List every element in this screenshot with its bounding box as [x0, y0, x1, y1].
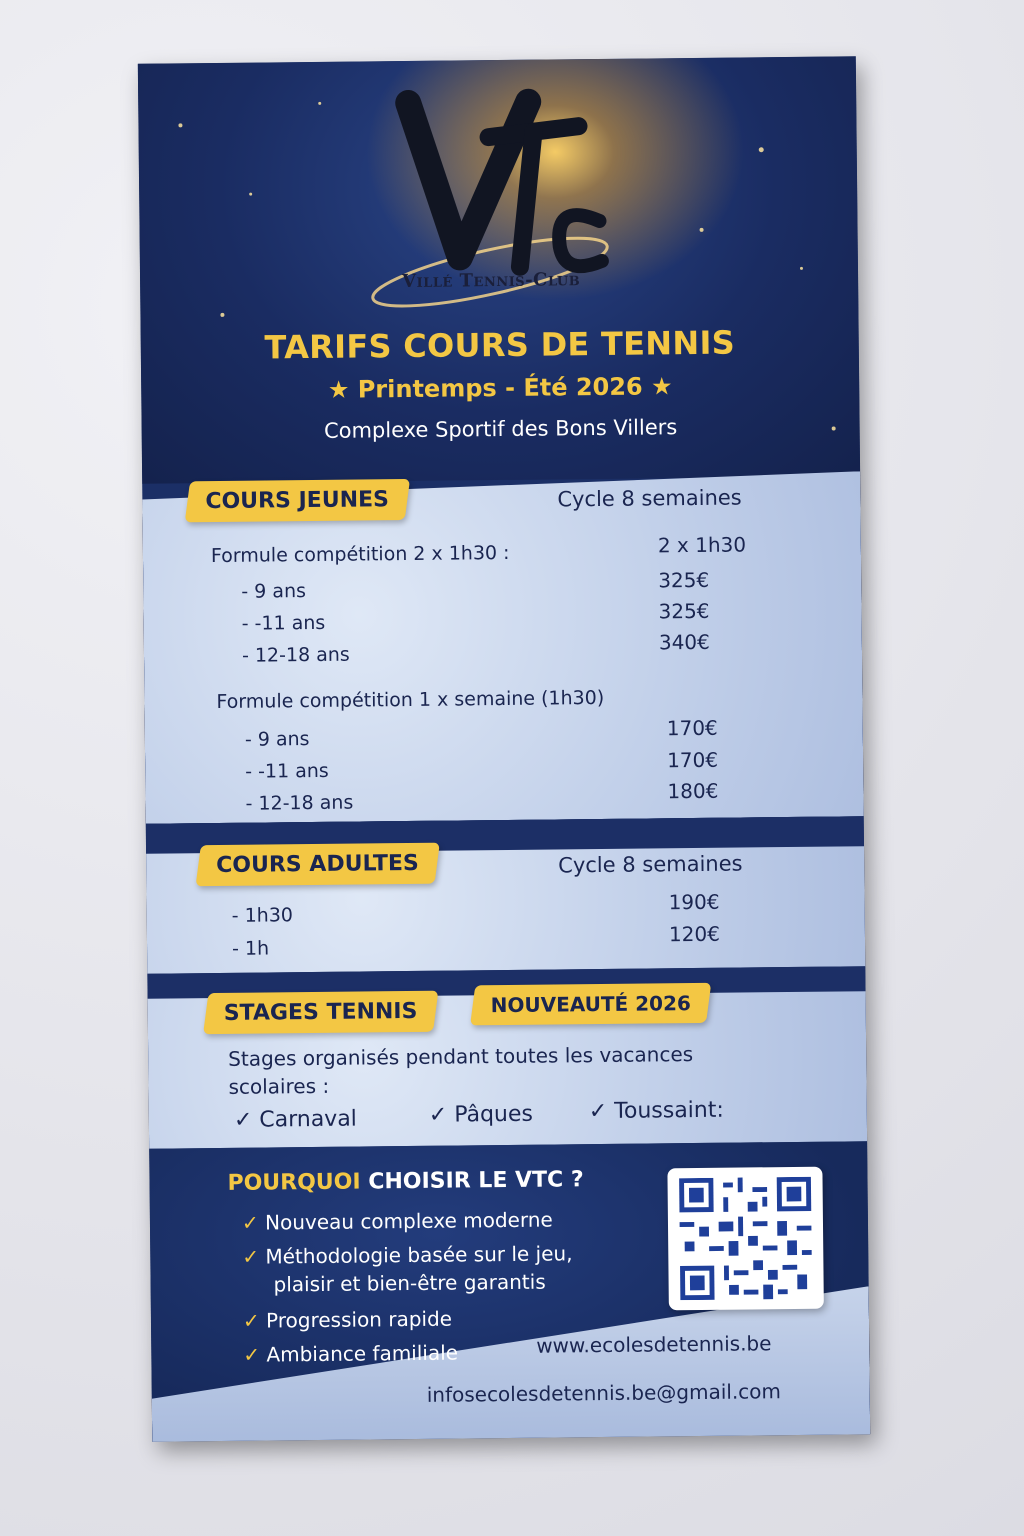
vtc-logo — [338, 81, 641, 344]
sparkle — [178, 123, 182, 127]
formule1-row-label: - 12-18 ans — [241, 643, 350, 667]
sparkle — [318, 102, 321, 105]
why-title — [227, 1167, 583, 1196]
adultes-row-price: 120€ — [668, 921, 720, 947]
formule2-row-price: 170€ — [666, 715, 718, 741]
why-title-gold: POURQUOI — [227, 1169, 361, 1196]
why-item — [243, 1307, 452, 1333]
why-item-continuation: plaisir et bien-être garantis — [273, 1269, 546, 1297]
formule1-label: Formule compétition 2 x 1h30 : — [210, 541, 510, 568]
jeunes-cycle: Cycle 8 semaines — [557, 485, 742, 512]
sparkle — [759, 147, 764, 152]
why-item — [243, 1341, 458, 1367]
formule2-label: Formule compétition 1 x semaine (1h30) — [216, 686, 605, 714]
cours-adultes-tag: COURS ADULTES — [196, 843, 440, 887]
qr-code-icon — [678, 1177, 814, 1300]
adultes-row-label: - 1h30 — [231, 904, 294, 927]
formule2-row-label: - -11 ans — [245, 759, 329, 783]
check-icon: ✓ — [233, 1107, 253, 1133]
stage-item — [429, 1102, 533, 1128]
adultes-cycle: Cycle 8 semaines — [558, 851, 743, 878]
formule1-row-label: - -11 ans — [241, 611, 326, 635]
formule2-row-label: - 12-18 ans — [245, 791, 354, 815]
qr-code[interactable] — [667, 1167, 823, 1311]
why-title-white: CHOISIR LE VTC ? — [368, 1167, 584, 1195]
flyer — [138, 56, 870, 1441]
stages-text-line1: Stages organisés pendant toutes les vacances — [228, 1042, 694, 1071]
check-icon: ✓ — [428, 1102, 448, 1128]
formule1-row-label: - 9 ans — [241, 580, 307, 603]
stages-tennis-tag: STAGES TENNIS — [203, 991, 438, 1034]
stage-item-label: Pâques — [454, 1101, 534, 1128]
formule1-row-price: 325€ — [658, 567, 710, 593]
cours-jeunes-tag: COURS JEUNES — [185, 479, 410, 522]
stage-item — [234, 1107, 357, 1133]
check-icon: ✓ — [241, 1210, 259, 1235]
why-item — [242, 1208, 553, 1235]
why-item-label: Nouveau complexe moderne — [264, 1207, 553, 1235]
sparkle — [220, 313, 224, 317]
why-item — [242, 1241, 572, 1268]
season-subtitle: ★ Printemps - Été 2026 ★ — [327, 372, 673, 404]
sparkle — [800, 267, 803, 270]
location-text: Complexe Sportif des Bons Villers — [323, 415, 678, 443]
sparkle — [700, 228, 704, 232]
email-link[interactable]: infosecolesdetennis.be@gmail.com — [426, 1379, 782, 1407]
why-item-label: Progression rapide — [265, 1306, 453, 1333]
formule1-row-price: 340€ — [658, 629, 710, 655]
formule2-row-price: 180€ — [667, 778, 719, 804]
stage-item-label: Carnaval — [259, 1106, 357, 1133]
stage-item-label: Toussaint: — [614, 1097, 724, 1124]
formule2-row-label: - 9 ans — [244, 728, 310, 751]
header-area — [138, 56, 860, 483]
page-title: TARIFS COURS DE TENNIS — [264, 323, 736, 367]
formule1-header-value: 2 x 1h30 — [657, 532, 747, 558]
adultes-row-label: - 1h — [231, 937, 270, 960]
adultes-row-price: 190€ — [668, 889, 720, 915]
why-item-label: Méthodologie basée sur le jeu, — [265, 1241, 573, 1269]
website-link[interactable]: www.ecolesdetennis.be — [536, 1331, 772, 1358]
sparkle — [249, 193, 252, 196]
formule2-row-price: 170€ — [667, 747, 719, 773]
check-icon: ✓ — [588, 1098, 608, 1125]
check-icon: ✓ — [243, 1342, 261, 1367]
nouveaute-tag: NOUVEAUTÉ 2026 — [470, 983, 711, 1026]
check-icon: ✓ — [242, 1308, 260, 1333]
formule1-row-price: 325€ — [658, 598, 710, 624]
club-name: Villé Tennis-Club — [401, 269, 581, 293]
stage-item — [589, 1098, 724, 1124]
check-icon: ✓ — [242, 1244, 260, 1269]
why-item-label: Ambiance familiale — [266, 1340, 459, 1367]
stages-text-line2: scolaires : — [228, 1073, 330, 1099]
